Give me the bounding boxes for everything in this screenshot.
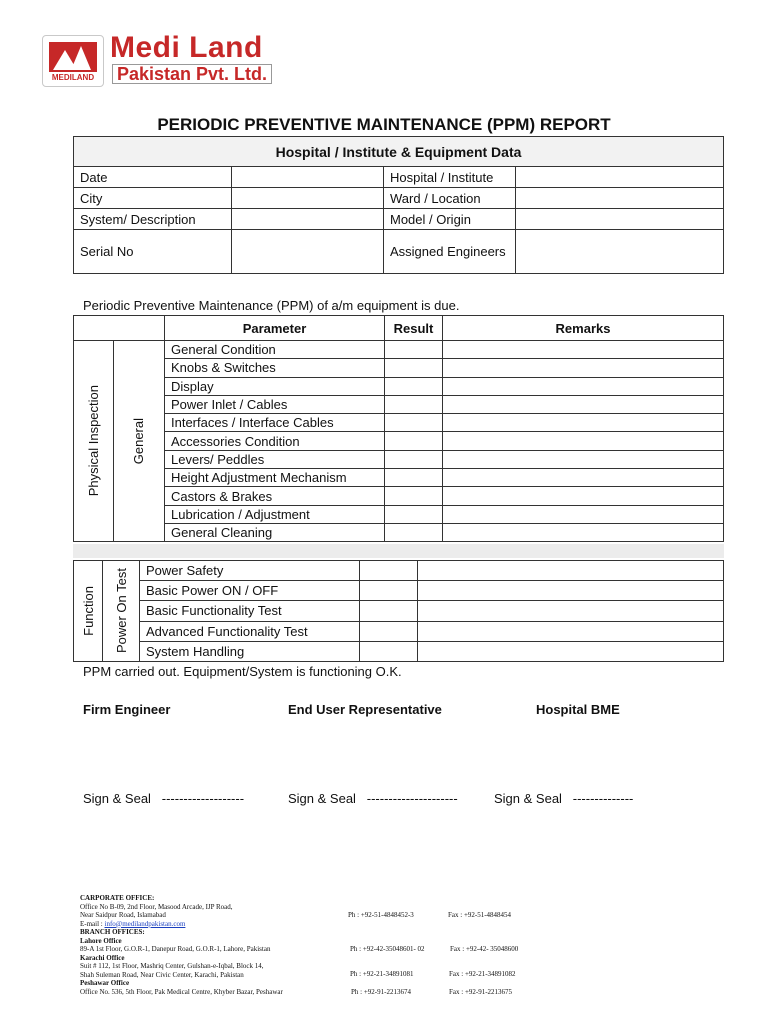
group-general: [113, 341, 164, 542]
signatory-end-user: End User Representative: [288, 702, 442, 717]
remarks-cell[interactable]: [418, 601, 724, 621]
ppm-done-statement: PPM carried out. Equipment/System is functioning O.K.: [83, 664, 402, 679]
remarks-cell[interactable]: [443, 432, 724, 450]
group-power-on-test: [103, 561, 140, 662]
company-subtitle: Pakistan Pvt. Ltd.: [112, 64, 272, 84]
field-value-system[interactable]: [232, 209, 384, 230]
field-value-hospital[interactable]: [516, 167, 724, 188]
company-logo-mark: [42, 35, 104, 87]
function-name: System Handling: [140, 641, 360, 661]
field-label-system: System/ Description: [74, 209, 232, 230]
field-value-ward[interactable]: [516, 188, 724, 209]
parameter-name: Knobs & Switches: [165, 359, 385, 377]
footer-addresses: [80, 894, 283, 996]
group-physical-inspection: [74, 341, 114, 542]
result-cell[interactable]: [385, 450, 443, 468]
sign-seal-bme[interactable]: Sign & Seal --------------: [494, 791, 634, 806]
result-cell[interactable]: [360, 581, 418, 601]
parameter-name: Interfaces / Interface Cables: [165, 414, 385, 432]
signatory-firm-engineer: Firm Engineer: [83, 702, 171, 717]
footer-karachi-heading: Karachi Office: [80, 953, 125, 962]
remarks-cell[interactable]: [443, 377, 724, 395]
parameter-name: Height Adjustment Mechanism: [165, 469, 385, 487]
field-label-ward: Ward / Location: [384, 188, 516, 209]
remarks-cell[interactable]: [443, 341, 724, 359]
footer-pew-fax: Fax : +92-91-2213675: [449, 988, 513, 996]
field-label-hospital: Hospital / Institute: [384, 167, 516, 188]
remarks-cell[interactable]: [443, 359, 724, 377]
footer-branch-heading: BRANCH OFFICES:: [80, 928, 145, 936]
field-value-serial[interactable]: [232, 230, 384, 274]
remarks-cell[interactable]: [418, 561, 724, 581]
parameter-name: Levers/ Peddles: [165, 450, 385, 468]
remarks-cell[interactable]: [443, 523, 724, 541]
report-title: PERIODIC PREVENTIVE MAINTENANCE (PPM) REPORT: [157, 115, 611, 134]
field-value-model[interactable]: [516, 209, 724, 230]
footer-khi-fax: Fax : +92-21-34891082: [449, 970, 516, 978]
footer-pew-phone: Ph : +92-91-2213674: [351, 988, 411, 996]
footer-peshawar-line: Office No. 536, 5th Floor, Pak Medical Centre, Khyber Bazar, Peshawar: [80, 987, 283, 996]
result-cell[interactable]: [385, 523, 443, 541]
company-name: Medi Land: [110, 31, 263, 64]
sign-seal-firm[interactable]: Sign & Seal -------------------: [83, 791, 245, 806]
sign-seal-user[interactable]: Sign & Seal ---------------------: [288, 791, 458, 806]
result-cell[interactable]: [360, 561, 418, 581]
remarks-cell[interactable]: [443, 487, 724, 505]
function-name: Basic Power ON / OFF: [140, 581, 360, 601]
parameter-name: Castors & Brakes: [165, 487, 385, 505]
group-function: [74, 561, 103, 662]
result-cell[interactable]: [385, 487, 443, 505]
field-label-serial: Serial No: [74, 230, 232, 274]
group-label-function: Function: [80, 586, 96, 636]
remarks-cell[interactable]: [443, 395, 724, 413]
footer-corporate-heading: CARPORATE OFFICE:: [80, 894, 155, 902]
result-cell[interactable]: [385, 395, 443, 413]
footer-email-row: [80, 920, 283, 929]
field-label-engineers: Assigned Engineers: [384, 230, 516, 274]
parameter-name: Display: [165, 377, 385, 395]
footer-isb-phone: Ph : +92-51-4848452-3: [348, 911, 414, 919]
result-cell[interactable]: [385, 414, 443, 432]
ppm-due-statement: Periodic Preventive Maintenance (PPM) of a/m equipment is due.: [83, 298, 460, 313]
remarks-cell[interactable]: [443, 469, 724, 487]
logo-mark-text: MEDILAND: [51, 73, 95, 82]
field-value-city[interactable]: [232, 188, 384, 209]
group-label-power-on-test: Power On Test: [113, 568, 129, 654]
signatory-hospital-bme: Hospital BME: [536, 702, 620, 717]
group-label-general: General: [131, 418, 147, 465]
remarks-cell[interactable]: [418, 581, 724, 601]
footer-corporate-line: Near Saidpur Road, Islamabad: [80, 911, 166, 919]
field-label-model: Model / Origin: [384, 209, 516, 230]
header-parameter: Parameter: [165, 316, 385, 341]
result-cell[interactable]: [385, 469, 443, 487]
result-cell[interactable]: [385, 505, 443, 523]
footer-lahore-heading: Lahore Office: [80, 936, 122, 945]
result-cell[interactable]: [385, 377, 443, 395]
result-cell[interactable]: [385, 341, 443, 359]
result-cell[interactable]: [360, 621, 418, 641]
footer-lahore-line: 89-A 1st Floor, G.O.R-1, Danepur Road, G.O.R-1, Lahore, Pakistan: [80, 945, 271, 953]
function-name: Advanced Functionality Test: [140, 621, 360, 641]
footer-khi-phone: Ph : +92-21-34891081: [350, 970, 414, 978]
field-label-date: Date: [74, 167, 232, 188]
function-name: Power Safety: [140, 561, 360, 581]
header-result: Result: [385, 316, 443, 341]
parameter-name: General Cleaning: [165, 523, 385, 541]
function-test-table: [73, 560, 724, 662]
physical-inspection-table: [73, 315, 724, 542]
field-value-date[interactable]: [232, 167, 384, 188]
parameter-name: General Condition: [165, 341, 385, 359]
header-group-blank: [74, 316, 165, 341]
group-label-physical-inspection: Physical Inspection: [85, 385, 101, 497]
footer-karachi-line: Shah Suleman Road, Near Civic Center, Karachi, Pakistan: [80, 970, 244, 979]
section-divider: [73, 544, 724, 558]
remarks-cell[interactable]: [443, 505, 724, 523]
footer-karachi-line: Suit # 112, 1st Floor, Mashriq Center, Gulshan-e-Iqbal, Block 14,: [80, 962, 264, 970]
header-remarks: Remarks: [443, 316, 724, 341]
field-label-city: City: [74, 188, 232, 209]
field-value-engineers[interactable]: [516, 230, 724, 274]
footer-lhr-phone: Ph : +92-42-35048601- 02: [350, 945, 425, 953]
remarks-cell[interactable]: [418, 641, 724, 661]
parameter-name: Lubrication / Adjustment: [165, 505, 385, 523]
result-cell[interactable]: [385, 432, 443, 450]
footer-peshawar-heading: Peshawar Office: [80, 979, 130, 987]
function-name: Basic Functionality Test: [140, 601, 360, 621]
parameter-name: Accessories Condition: [165, 432, 385, 450]
result-cell[interactable]: [385, 359, 443, 377]
remarks-cell[interactable]: [443, 450, 724, 468]
result-cell[interactable]: [360, 641, 418, 661]
footer-email-label: E-mail :: [80, 919, 105, 928]
equipment-data-header: Hospital / Institute & Equipment Data: [74, 137, 724, 167]
equipment-data-table: [73, 136, 724, 274]
footer-corporate-line: Office No B-09, 2nd Floor, Masood Arcade, IJP Road,: [80, 902, 233, 911]
result-cell[interactable]: [360, 601, 418, 621]
footer-lhr-fax: Fax : +92-42- 35048600: [450, 945, 519, 953]
parameter-name: Power Inlet / Cables: [165, 395, 385, 413]
remarks-cell[interactable]: [418, 621, 724, 641]
remarks-cell[interactable]: [443, 414, 724, 432]
footer-email-link[interactable]: info@medilandpakistan.com: [104, 919, 186, 928]
footer-isb-fax: Fax : +92-51-4848454: [448, 911, 512, 919]
